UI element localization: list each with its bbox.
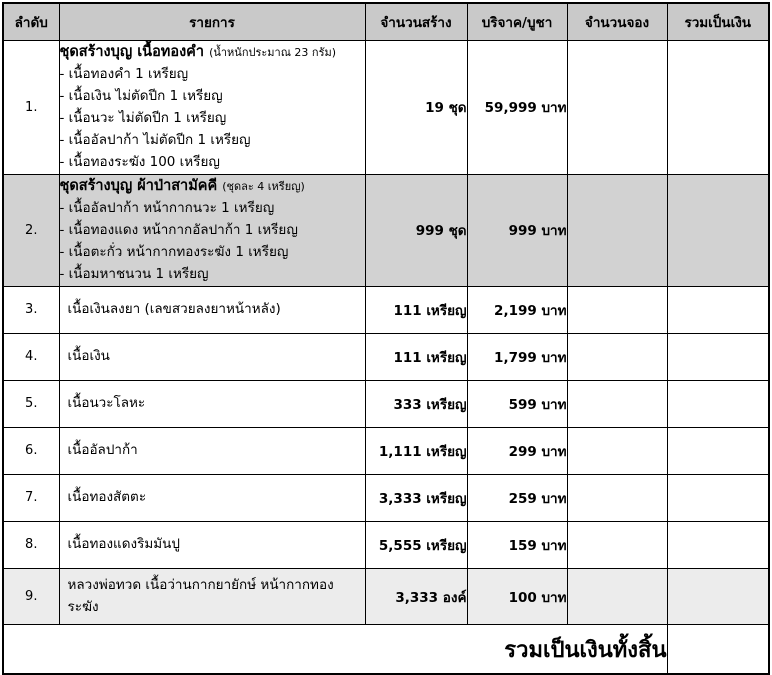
- pricing-table: [2, 2, 770, 675]
- row-number: 8.: [3, 521, 59, 568]
- row-item: เนื้อเงิน: [59, 333, 365, 380]
- table-row: [3, 174, 769, 286]
- row-number: 5.: [3, 380, 59, 427]
- row-number: 3.: [3, 286, 59, 333]
- row-total: [667, 41, 769, 175]
- item-title-wrap: [60, 175, 365, 198]
- row-total: [667, 380, 769, 427]
- row-total: [667, 568, 769, 625]
- row-donation: 999 บาท: [467, 174, 567, 286]
- column-header-total: รวมเป็นเงิน: [667, 3, 769, 41]
- item-detail-line: - เนื้อทองแดง หน้ากากอัลปาก้า 1 เหรียญ: [59, 222, 298, 239]
- row-number: 1.: [3, 41, 59, 175]
- row-total: [667, 174, 769, 286]
- row-donation: 599 บาท: [467, 380, 567, 427]
- row-donation: 259 บาท: [467, 474, 567, 521]
- price-list-document: [0, 2, 772, 668]
- item-title-wrap: [60, 41, 365, 64]
- item-detail-line: - เนื้อนวะ ไม่ตัดปีก 1 เหรียญ: [59, 110, 227, 127]
- row-total: [667, 427, 769, 474]
- row-reserved: [567, 286, 667, 333]
- column-header-quantity: จำนวนสร้าง: [365, 3, 467, 41]
- row-quantity: 111 เหรียญ: [365, 286, 467, 333]
- item-detail-line: - เนื้อตะกั่ว หน้ากากทองระฆัง 1 เหรียญ: [59, 243, 289, 260]
- row-item: เนื้อทองแดงริมมันปู: [59, 521, 365, 568]
- row-total: [667, 474, 769, 521]
- row-total: [667, 333, 769, 380]
- row-quantity: 1,111 เหรียญ: [365, 427, 467, 474]
- item-detail-line: - เนื้อมหาชนวน 1 เหรียญ: [59, 265, 209, 282]
- table-row: [3, 380, 769, 427]
- item-title-note: (น้ำหนักประมาณ 23 กรัม): [209, 46, 337, 59]
- row-donation: 2,199 บาท: [467, 286, 567, 333]
- grand-total-value: [667, 625, 769, 675]
- row-total: [667, 521, 769, 568]
- row-donation: 100 บาท: [467, 568, 567, 625]
- row-donation: 59,999 บาท: [467, 41, 567, 175]
- table-row: [3, 427, 769, 474]
- row-reserved: [567, 380, 667, 427]
- table-header: [3, 3, 769, 41]
- row-quantity: 111 เหรียญ: [365, 333, 467, 380]
- row-quantity: 19 ชุด: [365, 41, 467, 175]
- row-number: 7.: [3, 474, 59, 521]
- row-number: 9.: [3, 568, 59, 625]
- row-reserved: [567, 521, 667, 568]
- table-row: [3, 521, 769, 568]
- table-row: [3, 474, 769, 521]
- header-row: [3, 3, 769, 41]
- row-item: เนื้อทองสัตตะ: [59, 474, 365, 521]
- table-body: [3, 41, 769, 675]
- item-detail-line: - เนื้ออัลปาก้า หน้ากากนวะ 1 เหรียญ: [59, 200, 275, 217]
- row-item: เนื้ออัลปาก้า: [59, 427, 365, 474]
- item-title: ชุดสร้างบุญ ผ้าป่าสามัคคี: [59, 177, 218, 194]
- row-donation: 159 บาท: [467, 521, 567, 568]
- grand-total-label: รวมเป็นเงินทั้งสิ้น: [3, 625, 667, 675]
- table-row: [3, 333, 769, 380]
- row-donation: 299 บาท: [467, 427, 567, 474]
- row-number: 6.: [3, 427, 59, 474]
- row-reserved: [567, 427, 667, 474]
- item-title: ชุดสร้างบุญ เนื้อทองคำ: [59, 44, 204, 60]
- row-item: เนื้อนวะโลหะ: [59, 380, 365, 427]
- row-item: หลวงพ่อทวด เนื้อว่านกากยายักษ์ หน้ากากทองระฆัง: [59, 568, 365, 625]
- item-title-note: (ชุดละ 4 เหรียญ): [222, 179, 305, 193]
- item-detail-line: - เนื้ออัลปาก้า ไม่ตัดปีก 1 เหรียญ: [59, 132, 251, 149]
- column-header-item: รายการ: [59, 3, 365, 41]
- column-header-reserved: จำนวนจอง: [567, 3, 667, 41]
- row-quantity: 3,333 เหรียญ: [365, 474, 467, 521]
- row-item: [59, 174, 365, 286]
- row-quantity: 999 ชุด: [365, 174, 467, 286]
- table-row: [3, 568, 769, 625]
- item-detail-line: - เนื้อเงิน ไม่ตัดปีก 1 เหรียญ: [59, 88, 223, 105]
- row-quantity: 3,333 องค์: [365, 568, 467, 625]
- row-donation: 1,799 บาท: [467, 333, 567, 380]
- row-reserved: [567, 568, 667, 625]
- row-quantity: 5,555 เหรียญ: [365, 521, 467, 568]
- row-reserved: [567, 174, 667, 286]
- row-reserved: [567, 474, 667, 521]
- row-reserved: [567, 41, 667, 175]
- row-item: เนื้อเงินลงยา (เลขสวยลงยาหน้าหลัง): [59, 286, 365, 333]
- row-total: [667, 286, 769, 333]
- row-number: 4.: [3, 333, 59, 380]
- grand-total-row: [3, 625, 769, 675]
- row-item: [59, 41, 365, 175]
- column-header-no: ลำดับ: [3, 3, 59, 41]
- table-row: [3, 41, 769, 175]
- item-detail-line: - เนื้อทองระฆัง 100 เหรียญ: [59, 153, 220, 170]
- table-row: [3, 286, 769, 333]
- row-quantity: 333 เหรียญ: [365, 380, 467, 427]
- column-header-donation: บริจาค/บูชา: [467, 3, 567, 41]
- item-detail-line: - เนื้อทองคำ 1 เหรียญ: [59, 66, 189, 83]
- row-reserved: [567, 333, 667, 380]
- row-number: 2.: [3, 174, 59, 286]
